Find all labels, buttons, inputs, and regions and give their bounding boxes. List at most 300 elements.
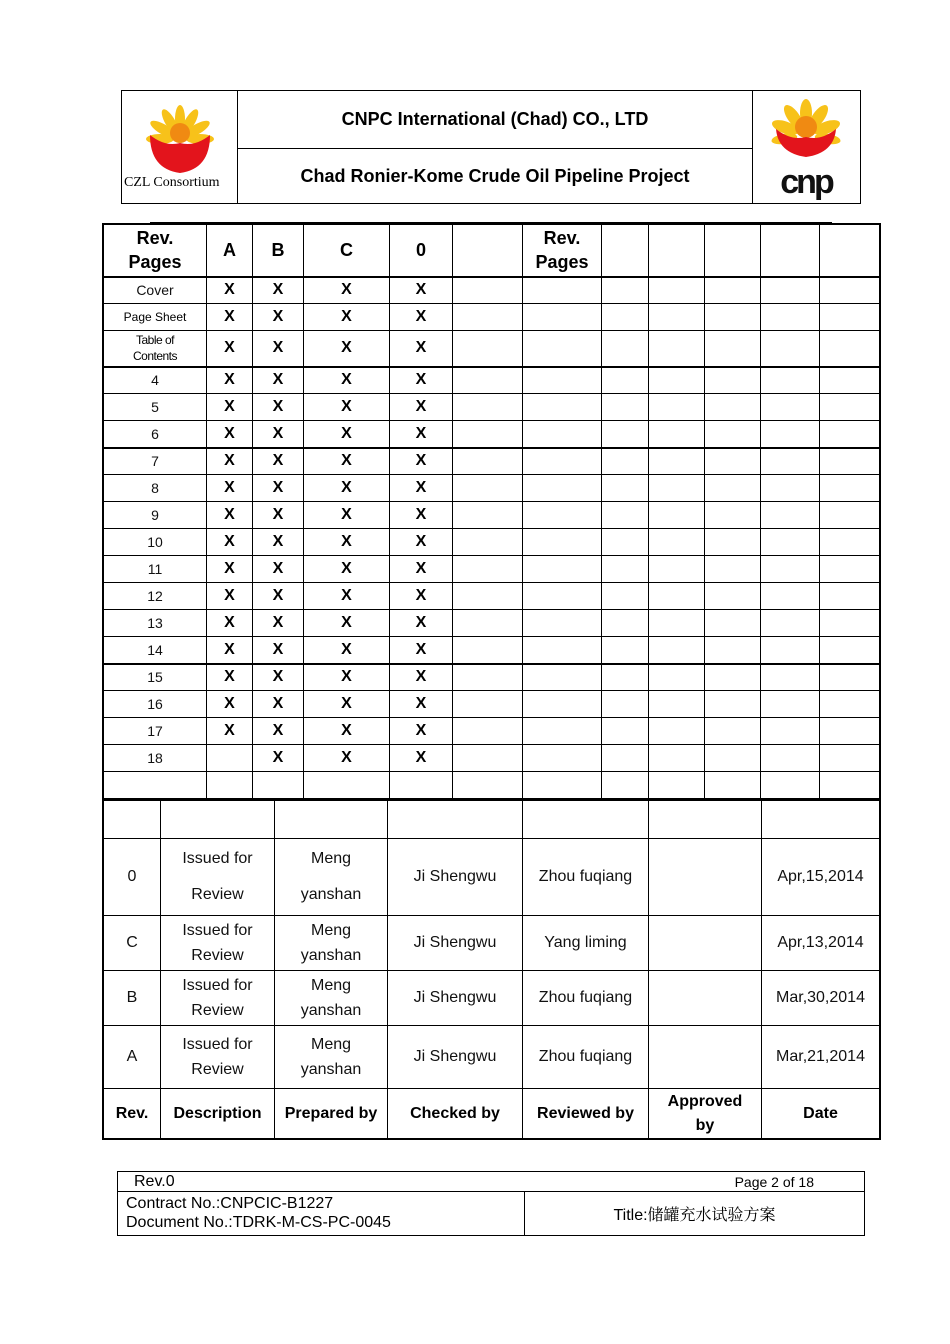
rev-col-header xyxy=(304,225,390,277)
revision-mark: X xyxy=(272,281,284,299)
empty-cell xyxy=(523,745,602,772)
revision-mark: X xyxy=(415,452,427,470)
empty-cell xyxy=(820,304,880,331)
empty-cell xyxy=(602,475,649,502)
revision-mark-cell xyxy=(304,583,390,610)
page-cell xyxy=(104,448,207,475)
page-cell xyxy=(104,277,207,304)
footer-revision: Rev.0 xyxy=(134,1173,175,1190)
prepared-by-cell-line: Meng xyxy=(310,922,352,939)
empty-cell xyxy=(602,421,649,448)
cnpc-logo-text: cnp xyxy=(780,163,832,201)
empty-cell xyxy=(602,448,649,475)
revision-mark: X xyxy=(272,398,284,415)
revision-mark-cell xyxy=(253,331,304,367)
empty-cell xyxy=(523,502,602,529)
checked-by-cell xyxy=(388,916,523,971)
empty-cell xyxy=(649,448,705,475)
rev-col-header xyxy=(253,225,304,277)
page-label: 11 xyxy=(147,561,163,577)
empty-cell xyxy=(705,664,761,691)
revision-mark-cell xyxy=(253,772,304,799)
revision-mark: X xyxy=(341,281,352,299)
empty-cell xyxy=(705,502,761,529)
revision-mark-cell xyxy=(390,583,453,610)
prepared-by-cell-line: yanshan xyxy=(300,1061,362,1078)
checked-by-cell-text: Ji Shengwu xyxy=(413,1048,497,1065)
company-name: CNPC International (Chad) CO., LTD xyxy=(238,91,752,149)
empty-cell xyxy=(523,367,602,394)
rev-pages-header xyxy=(104,225,207,277)
revision-mark: X xyxy=(224,308,235,325)
czl-consortium-label: CZL Consortium xyxy=(124,175,220,190)
revision-mark-cell xyxy=(207,664,253,691)
revision-mark: X xyxy=(272,695,284,712)
revision-mark-cell xyxy=(207,718,253,745)
revision-mark-cell xyxy=(390,502,453,529)
revision-mark: X xyxy=(341,308,352,325)
revision-mark: X xyxy=(272,640,284,658)
checked-by-cell xyxy=(388,1026,523,1089)
empty-cell xyxy=(602,610,649,637)
signoff-header-label: Rev. xyxy=(115,1104,149,1122)
empty-cell xyxy=(523,475,602,502)
page-label: 12 xyxy=(147,588,163,604)
revision-mark-cell xyxy=(304,637,390,664)
revision-mark: X xyxy=(341,640,352,658)
prepared-by-cell xyxy=(275,1026,388,1089)
page-label: 18 xyxy=(147,750,163,766)
empty-cell xyxy=(820,664,880,691)
signoff-header-desc xyxy=(161,1089,275,1139)
revision-mark-cell xyxy=(390,331,453,367)
rev-col-label: 0 xyxy=(415,240,426,261)
revision-mark: X xyxy=(224,587,235,604)
description-cell-line: Issued for xyxy=(182,850,253,867)
revision-row xyxy=(104,502,880,529)
revision-mark-cell xyxy=(304,277,390,304)
revision-mark-cell xyxy=(207,367,253,394)
revision-mark: X xyxy=(341,587,352,604)
revision-mark: X xyxy=(415,308,427,325)
revision-mark-cell xyxy=(207,745,253,772)
revision-mark-cell xyxy=(304,421,390,448)
revision-row xyxy=(104,745,880,772)
revision-mark-cell xyxy=(253,718,304,745)
revision-mark: X xyxy=(224,371,235,389)
revision-mark: X xyxy=(415,587,427,604)
revision-mark: X xyxy=(224,506,235,523)
revision-mark: X xyxy=(341,424,352,442)
reviewed-by-cell xyxy=(523,971,649,1026)
empty-cell xyxy=(761,691,820,718)
revision-mark-cell xyxy=(253,691,304,718)
signoff-header-label: Reviewed by xyxy=(537,1104,634,1122)
empty-cell xyxy=(104,801,161,839)
prepared-by-cell-line: yanshan xyxy=(300,947,362,964)
rev-col-label: A xyxy=(223,240,236,261)
revision-mark-cell xyxy=(207,331,253,367)
page-label: 8 xyxy=(151,480,159,496)
revision-mark: X xyxy=(224,452,235,470)
empty-cell xyxy=(602,637,649,664)
empty-cell xyxy=(820,475,880,502)
empty-cell xyxy=(649,304,705,331)
revision-mark-cell xyxy=(390,304,453,331)
revision-mark-cell xyxy=(207,277,253,304)
revision-mark: X xyxy=(341,614,352,631)
empty-cell xyxy=(453,394,523,421)
empty-cell xyxy=(761,331,820,367)
prepared-by-cell xyxy=(275,916,388,971)
empty-cell xyxy=(761,448,820,475)
empty-cell xyxy=(523,529,602,556)
revision-mark: X xyxy=(272,722,284,739)
revision-mark-cell xyxy=(390,556,453,583)
revision-mark: X xyxy=(272,452,284,470)
empty-cell xyxy=(602,691,649,718)
empty-cell xyxy=(820,772,880,799)
description-cell-line: Review xyxy=(191,886,244,903)
approved-by-cell xyxy=(649,1026,762,1089)
signoff-header-label: Date xyxy=(803,1104,838,1122)
reviewed-by-cell-text: Yang liming xyxy=(544,934,627,951)
page-cell xyxy=(104,718,207,745)
empty-cell xyxy=(761,583,820,610)
page-label: 16 xyxy=(147,696,163,712)
date-cell-text: Apr,15,2014 xyxy=(777,868,864,885)
empty-cell xyxy=(705,745,761,772)
footer-page-number: Page 2 of 18 xyxy=(734,1174,814,1190)
rev-cell-text: A xyxy=(126,1048,138,1065)
revision-mark-cell xyxy=(304,394,390,421)
rev-col-label: C xyxy=(340,240,353,261)
revision-mark-cell xyxy=(207,304,253,331)
empty-cell xyxy=(602,502,649,529)
empty-cell xyxy=(761,277,820,304)
revision-mark: X xyxy=(224,479,235,496)
revision-mark-cell xyxy=(304,304,390,331)
checked-by-cell xyxy=(388,971,523,1026)
empty-cell xyxy=(705,475,761,502)
signoff-header-date xyxy=(762,1089,880,1139)
empty-cell xyxy=(453,304,523,331)
description-cell xyxy=(161,971,275,1026)
description-cell-line: Review xyxy=(191,1061,244,1078)
empty-cell xyxy=(820,637,880,664)
empty-cell xyxy=(762,801,880,839)
page-label: 10 xyxy=(147,534,163,550)
empty-cell xyxy=(705,421,761,448)
revision-row xyxy=(104,277,880,304)
page-cell xyxy=(104,772,207,799)
empty-cell xyxy=(820,556,880,583)
signoff-header-checked xyxy=(388,1089,523,1139)
approved-by-cell xyxy=(649,916,762,971)
rev-cell xyxy=(104,839,161,916)
empty-cell xyxy=(602,225,649,277)
revision-mark: X xyxy=(224,339,235,357)
revision-mark-cell xyxy=(207,556,253,583)
empty-cell xyxy=(602,664,649,691)
page-label: Cover xyxy=(136,282,174,299)
revision-mark: X xyxy=(224,640,235,658)
date-cell-text: Mar,30,2014 xyxy=(776,989,865,1006)
revision-mark: X xyxy=(415,560,427,577)
empty-cell xyxy=(705,637,761,664)
page-cell xyxy=(104,331,207,367)
empty-cell xyxy=(453,691,523,718)
revision-mark-cell xyxy=(304,331,390,367)
empty-cell xyxy=(649,331,705,367)
empty-cell xyxy=(523,772,602,799)
empty-cell xyxy=(761,556,820,583)
empty-cell xyxy=(453,367,523,394)
prepared-by-cell-line: Meng xyxy=(310,850,352,867)
date-cell xyxy=(762,916,880,971)
revision-mark: X xyxy=(272,533,284,550)
revision-mark: X xyxy=(224,398,235,415)
empty-cell xyxy=(761,394,820,421)
empty-cell xyxy=(649,583,705,610)
revision-row xyxy=(104,718,880,745)
description-cell-line: Issued for xyxy=(182,922,253,939)
revision-row xyxy=(104,772,880,799)
signoff-table-body xyxy=(104,801,880,1139)
revision-mark-cell xyxy=(253,394,304,421)
empty-cell xyxy=(649,277,705,304)
prepared-by-cell-line: Meng xyxy=(310,977,352,994)
revision-mark-cell xyxy=(304,691,390,718)
page-cell xyxy=(104,691,207,718)
empty-cell xyxy=(453,502,523,529)
revision-mark: X xyxy=(224,560,235,577)
revision-mark: X xyxy=(415,424,427,442)
empty-cell xyxy=(705,583,761,610)
revision-mark-cell xyxy=(390,367,453,394)
empty-cell xyxy=(820,529,880,556)
contract-number: Contract No.:CNPCIC-B1227 xyxy=(126,1195,334,1212)
revision-mark-cell xyxy=(253,421,304,448)
empty-cell xyxy=(523,664,602,691)
revision-header-row xyxy=(104,225,880,277)
revision-mark: X xyxy=(415,695,427,712)
page-cell xyxy=(104,610,207,637)
empty-cell xyxy=(705,225,761,277)
empty-cell xyxy=(453,448,523,475)
revision-mark-cell xyxy=(304,664,390,691)
revision-mark: X xyxy=(272,506,284,523)
empty-cell xyxy=(275,801,388,839)
revision-mark-cell xyxy=(304,772,390,799)
signoff-header-label: Description xyxy=(173,1104,262,1122)
rev-col-label: B xyxy=(271,240,285,261)
empty-cell xyxy=(649,745,705,772)
revision-row xyxy=(104,394,880,421)
document-number: Document No.:TDRK-M-CS-PC-0045 xyxy=(126,1214,391,1231)
revision-mark-cell xyxy=(207,583,253,610)
revision-row xyxy=(104,475,880,502)
revision-mark-cell xyxy=(390,745,453,772)
page-label: Table of Contents xyxy=(132,333,178,364)
empty-cell xyxy=(705,610,761,637)
empty-cell xyxy=(649,225,705,277)
revision-row xyxy=(104,421,880,448)
empty-cell xyxy=(523,801,649,839)
revision-mark-cell xyxy=(253,475,304,502)
empty-cell xyxy=(453,637,523,664)
revision-mark: X xyxy=(341,722,352,739)
page-label: 15 xyxy=(147,669,163,686)
empty-cell xyxy=(820,502,880,529)
date-cell xyxy=(762,839,880,916)
empty-cell xyxy=(602,556,649,583)
revision-table xyxy=(103,224,880,799)
empty-cell xyxy=(705,277,761,304)
date-cell xyxy=(762,1026,880,1089)
empty-cell xyxy=(388,801,523,839)
revision-row xyxy=(104,331,880,367)
revision-mark: X xyxy=(415,614,427,631)
revision-mark-cell xyxy=(207,502,253,529)
page-cell xyxy=(104,475,207,502)
empty-cell xyxy=(649,421,705,448)
page-cell xyxy=(104,664,207,691)
revision-mark: X xyxy=(341,668,352,686)
empty-cell xyxy=(820,448,880,475)
revision-row xyxy=(104,583,880,610)
empty-cell xyxy=(523,331,602,367)
signoff-blank-row xyxy=(104,801,880,839)
description-cell-line: Issued for xyxy=(182,1036,253,1053)
rev-pages-header-right xyxy=(523,225,602,277)
empty-cell xyxy=(705,529,761,556)
empty-cell xyxy=(649,610,705,637)
page-label: 9 xyxy=(151,507,159,523)
revision-mark-cell xyxy=(253,304,304,331)
revision-mark: X xyxy=(415,722,427,739)
page-cell xyxy=(104,583,207,610)
empty-cell xyxy=(649,637,705,664)
empty-cell xyxy=(820,331,880,367)
revision-row xyxy=(104,448,880,475)
empty-cell xyxy=(820,691,880,718)
signoff-row xyxy=(104,1026,880,1089)
revision-mark: X xyxy=(272,587,284,604)
description-cell-line: Issued for xyxy=(182,977,253,994)
rev-cell xyxy=(104,1026,161,1089)
revision-mark: X xyxy=(341,533,352,550)
reviewed-by-cell-text: Zhou fuqiang xyxy=(538,1048,633,1065)
empty-cell xyxy=(649,502,705,529)
revision-mark-cell xyxy=(253,664,304,691)
page-cell xyxy=(104,529,207,556)
empty-cell xyxy=(453,556,523,583)
checked-by-cell-text: Ji Shengwu xyxy=(413,868,497,885)
header-underline xyxy=(150,222,832,223)
cnpc-logo xyxy=(752,91,860,203)
rev-col-header xyxy=(390,225,453,277)
page-cell xyxy=(104,394,207,421)
empty-cell xyxy=(820,610,880,637)
empty-cell xyxy=(761,225,820,277)
revision-mark: X xyxy=(272,668,284,686)
revision-row xyxy=(104,664,880,691)
empty-cell xyxy=(523,718,602,745)
revision-mark: X xyxy=(341,695,352,712)
empty-cell xyxy=(523,583,602,610)
revision-mark-cell xyxy=(253,637,304,664)
page-label: Page Sheet xyxy=(123,310,187,324)
revision-mark: X xyxy=(224,614,235,631)
signoff-header-label: Prepared by xyxy=(284,1104,378,1122)
sunflower-logo-icon xyxy=(122,91,237,173)
revision-mark: X xyxy=(272,339,284,357)
empty-cell xyxy=(523,394,602,421)
date-cell-text: Apr,13,2014 xyxy=(777,934,864,951)
empty-cell xyxy=(649,394,705,421)
description-cell-line: Review xyxy=(191,1002,244,1019)
page-cell xyxy=(104,304,207,331)
empty-cell xyxy=(649,718,705,745)
empty-cell xyxy=(705,556,761,583)
empty-cell xyxy=(523,448,602,475)
revision-mark: X xyxy=(272,614,284,631)
revision-mark-cell xyxy=(390,421,453,448)
signoff-header-reviewed xyxy=(523,1089,649,1139)
prepared-by-cell-line: yanshan xyxy=(300,1002,362,1019)
description-cell-line: Review xyxy=(191,947,244,964)
revision-mark: X xyxy=(224,722,235,739)
page-label: 5 xyxy=(151,399,159,415)
empty-cell xyxy=(820,718,880,745)
empty-cell xyxy=(761,367,820,394)
page-cell xyxy=(104,556,207,583)
revision-row xyxy=(104,304,880,331)
rev-cell-text: B xyxy=(126,989,138,1006)
revision-mark-cell xyxy=(207,421,253,448)
revision-mark-cell xyxy=(304,745,390,772)
revision-table-body xyxy=(104,225,880,799)
revision-mark: X xyxy=(415,281,427,299)
empty-cell xyxy=(161,801,275,839)
revision-mark-cell xyxy=(207,637,253,664)
empty-cell xyxy=(523,556,602,583)
revision-row xyxy=(104,691,880,718)
empty-cell xyxy=(820,421,880,448)
revision-mark-cell xyxy=(207,529,253,556)
revision-row xyxy=(104,529,880,556)
revision-mark-cell xyxy=(304,529,390,556)
approved-by-cell xyxy=(649,839,762,916)
page-label: 6 xyxy=(151,425,159,442)
empty-cell xyxy=(523,691,602,718)
empty-cell xyxy=(761,772,820,799)
empty-cell xyxy=(820,583,880,610)
empty-cell xyxy=(761,421,820,448)
empty-cell xyxy=(705,772,761,799)
empty-cell xyxy=(453,529,523,556)
reviewed-by-cell xyxy=(523,839,649,916)
rev-pages-label: Rev. Pages xyxy=(535,228,589,273)
footer-numbers xyxy=(126,1194,391,1232)
rev-pages-label: Rev. Pages xyxy=(128,228,182,273)
checked-by-cell xyxy=(388,839,523,916)
date-cell xyxy=(762,971,880,1026)
empty-cell xyxy=(602,745,649,772)
revision-mark: X xyxy=(272,479,284,496)
empty-cell xyxy=(649,529,705,556)
